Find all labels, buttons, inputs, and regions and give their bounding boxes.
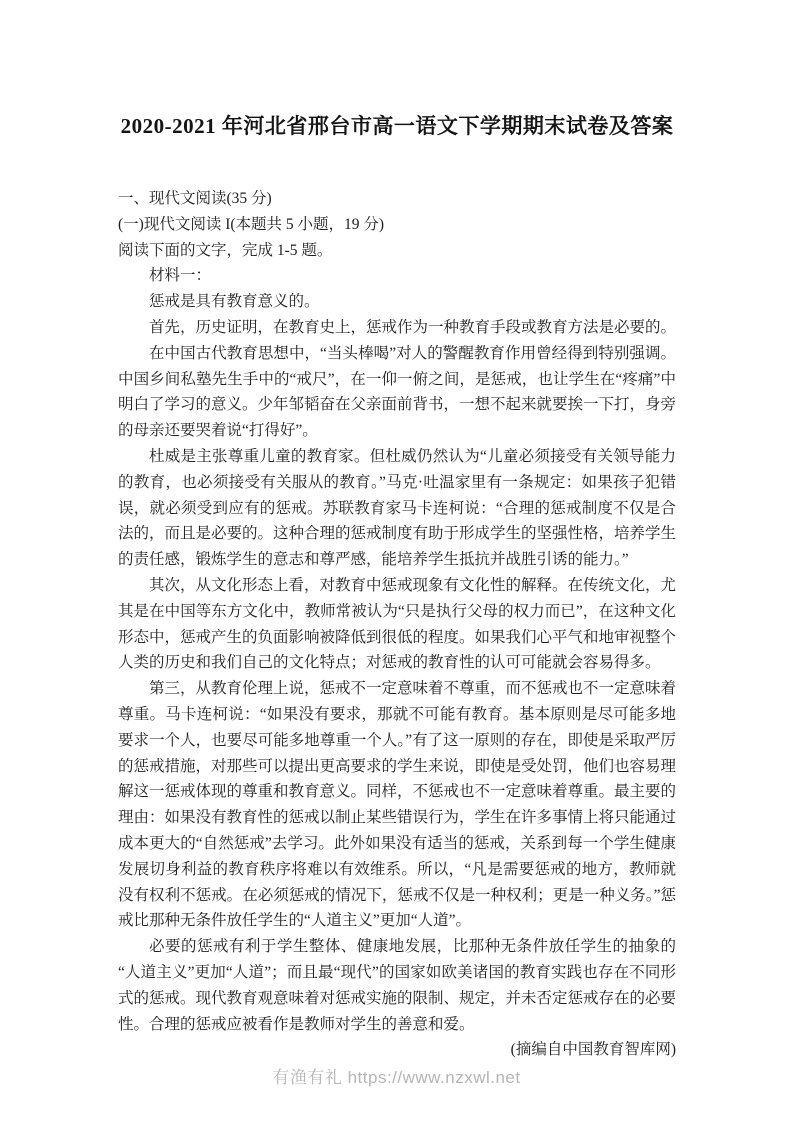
material-label: 材料一： [149,267,212,285]
body-paragraph: 其次，从文化形态上看，对教育中惩戒现象有文化性的解释。在传统文化，尤其是在中国等东方文化中，教师常被认为“只是执行父母的权力而已”，在这种文化形态中，惩戒产生的负面影响被降低到很低的程度。如果我们心平气和地审视整个人类的历史和我们自己的文化特点；对惩戒的教育性的认可可能就会容易得多。 [118,576,677,672]
body-paragraph: 在中国古代教育思想中，“当头棒喝”对人的警醒教育作用曾经得到特别强调。中国乡间私塾先生手中的“戒尺”，在一仰一俯之间，是惩戒，也让学生在“疼痛”中明白了学习的意义。少年邹韬奋在父亲面前背书，一想不起来就要挨一下打，身旁的母亲还要哭着说“打得好”。 [118,344,677,440]
source-attribution: (摘编自中国教育智库网) [510,1041,676,1059]
body-paragraph: 惩戒是具有教育意义的。 [149,293,320,311]
section-heading: 一、现代文阅读(35 分) [118,190,272,207]
body-paragraph: 必要的惩戒有利于学生整体、健康地发展，比那种无条件放任学生的抽象的“人道主义”更加“人道”；而且最“现代”的国家如欧美诸国的教育实践也存在不同形式的惩戒。现代教育观意味着对惩戒实施的限制、规定，并未否定惩戒存在的必要性。合理的惩戒应被看作是教师对学生的善意和爱。 [118,938,677,1033]
body-paragraph: 第三，从教育伦理上说，惩戒不一定意味着不尊重，而不惩戒也不一定意味着尊重。马卡连柯说：“如果没有要求，那就不可能有教育。基本原则是尽可能多地要求一个人，也要尽可能多地尊重一个人。”有了这一原则的存在，即使是采取严厉的惩戒措施，对那些可以提出更高要求的学生来说，即使是受处罚，他们也容易理解这一惩戒体现的尊重和教育意义。同样，不惩戒也不一定意味着尊重。最主要的理由：如果没有教育性的惩戒以制止某些错误行为，学生在许多事情上将只能通过成本更大的“自然惩戒”去学习。此外如果没有适当的惩戒，关系到每一个学生健康发展切身利益的教育秩序将难以有效维系。所以，“凡是需要惩戒的地方，教师就没有权利不惩戒。在必须惩戒的情况下，惩戒不仅是一种权利；更是一种义务。”惩戒比那种无条件放任学生的“人道主义”更加“人道”。 [118,680,677,930]
subsection-heading: (一)现代文阅读 I(本题共 5 小题，19 分) [118,215,385,233]
body-paragraph: 杜威是主张尊重儿童的教育家。但杜威仍然认为“儿童必须接受有关领导能力的教育，也必须接受有关服从的教育。”马克·吐温家里有一条规定：如果孩子犯错误，就必须受到应有的惩戒。苏联教育家马卡连柯说：“合理的惩戒制度不仅是合法的，而且是必要的。这种合理的惩戒制度有助于形成学生的坚强性格，培养学生的责任感，锻炼学生的意志和尊严感，能培养学生抵抗并战胜引诱的能力。” [118,447,677,569]
watermark-footer: 有渔有礼 https://www.nzxwl.net [272,1068,521,1087]
body-paragraph: 首先，历史证明，在教育史上，惩戒作为一种教育手段或教育方法是必要的。 [149,318,677,336]
reading-instruction: 阅读下面的文字，完成 1-5 题。 [118,241,333,259]
exam-body [118,186,676,1063]
exam-title: 2020-2021 年河北省邢台市高一语文下学期期末试卷及答案 [120,114,674,139]
